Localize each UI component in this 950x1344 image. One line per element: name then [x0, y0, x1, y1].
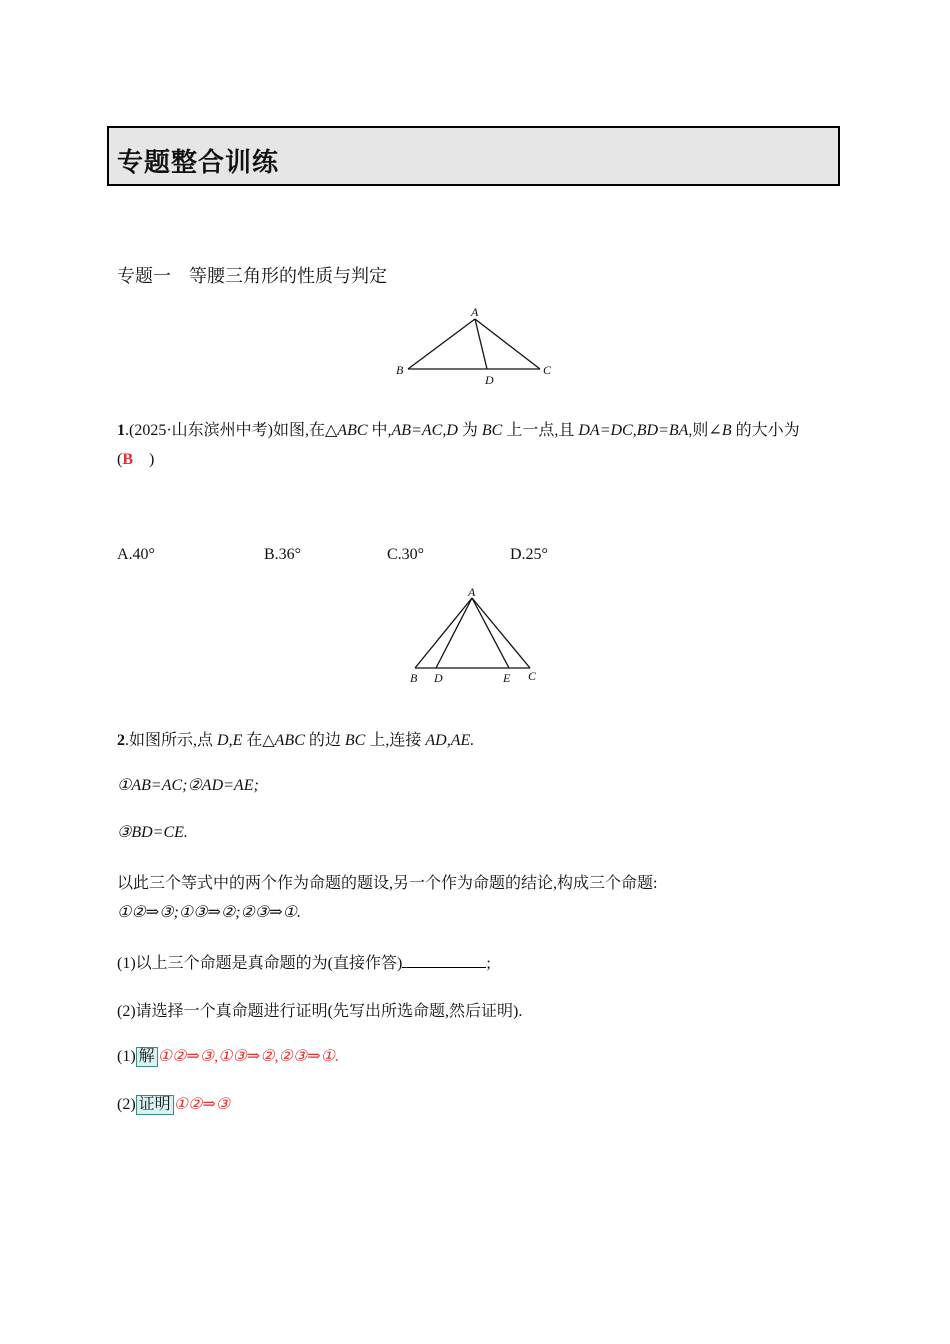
answer-blank[interactable]: [402, 953, 486, 968]
question-number: 2: [117, 732, 125, 749]
q2-text: 上,连接: [365, 732, 426, 749]
q1-b: B: [721, 422, 732, 439]
question-2-stem: [117, 727, 474, 750]
option-d[interactable]: D.25°: [510, 546, 548, 563]
answer-1: [117, 1046, 339, 1067]
q2-adae: AD,AE.: [425, 732, 475, 749]
option-b[interactable]: B.36°: [264, 546, 302, 563]
answer-bracket: [117, 451, 154, 469]
page-title: 专题整合训练: [117, 148, 280, 178]
segment-ac: [472, 598, 530, 668]
q2-abc: ABC: [274, 732, 305, 749]
figure-1-lines: [408, 319, 540, 369]
q1-text: .(2025·山东滨州中考)如图,在△: [125, 422, 338, 439]
paren-open: (: [117, 451, 123, 468]
q1-bc: BC: [481, 422, 503, 439]
answer-2-text: ①②⇒③: [173, 1096, 231, 1113]
paren-close: ): [149, 451, 155, 468]
q1-text: ,: [632, 422, 637, 439]
conditions-1-2: ①AB=AC;②AD=AE;: [117, 777, 259, 794]
option-c[interactable]: C.30°: [387, 546, 425, 563]
answer-2: [117, 1094, 230, 1115]
fig1-label-b: B: [396, 363, 404, 377]
q2-bc: BC: [344, 732, 366, 749]
section-heading: [117, 262, 387, 288]
segment-ab: [415, 598, 472, 668]
q1-text: 中,: [367, 422, 392, 439]
section-title: 等腰三角形的性质与判定: [189, 266, 387, 287]
q1-text: 的大小为: [731, 422, 800, 439]
segment-ad: [436, 598, 472, 668]
q1-eq: AB=AC: [391, 422, 443, 439]
fig2-label-d: D: [434, 671, 443, 685]
part-1-end: ;: [486, 955, 491, 972]
segment-ab: [408, 319, 475, 369]
figure-2-lines: [415, 598, 530, 668]
figure-triangle-2: [404, 584, 544, 688]
proof-tag: 证明: [136, 1095, 174, 1115]
fig2-label-b: B: [410, 671, 418, 685]
q2-text: 的边: [304, 732, 345, 749]
answer-choice: B: [122, 451, 133, 468]
q1-eq: DA=DC: [578, 422, 633, 439]
q2-text: .如图所示,点: [125, 732, 218, 749]
section-label: 专题一: [117, 266, 171, 287]
q1-text: ,: [442, 422, 447, 439]
fig1-label-d: D: [485, 373, 494, 387]
part-1: [117, 950, 491, 973]
condition-3: ③BD=CE.: [117, 824, 188, 841]
propositions-list: ①②⇒③;①③⇒②;②③⇒①.: [117, 904, 301, 921]
part-1-text: (1)以上三个命题是真命题的为(直接作答): [117, 955, 403, 972]
q1-text: 为: [457, 422, 482, 439]
q2-de: D,E: [217, 732, 243, 749]
q1-text: ,则∠: [688, 422, 722, 439]
fig2-label-c: C: [528, 669, 537, 683]
fig2-label-a: A: [468, 585, 476, 599]
q1-abc: ABC: [337, 422, 368, 439]
part-2: (2)请选择一个真命题进行证明(先写出所选命题,然后证明).: [117, 1003, 523, 1020]
figure-triangle-1: [390, 302, 560, 388]
q1-d: D: [446, 422, 458, 439]
q1-text: 上一点,且: [502, 422, 579, 439]
answer-2-prefix: (2): [117, 1096, 136, 1113]
answer-1-text: ①②⇒③,①③⇒②,②③⇒①.: [157, 1048, 339, 1065]
question-1-stem: [117, 417, 800, 440]
segment-ae: [472, 598, 509, 668]
q1-eq: BD=BA: [636, 422, 689, 439]
title-box: [107, 126, 840, 186]
answer-1-prefix: (1): [117, 1048, 136, 1065]
fig1-label-a: A: [471, 305, 479, 319]
solution-tag: 解: [136, 1047, 158, 1067]
question-number: 1: [117, 422, 125, 439]
option-a[interactable]: A.40°: [117, 546, 155, 563]
fig1-label-c: C: [543, 363, 552, 377]
propositions-intro: 以此三个等式中的两个作为命题的题设,另一个作为命题的结论,构成三个命题:: [117, 875, 658, 892]
fig2-label-e: E: [503, 671, 511, 685]
q2-text: 在△: [242, 732, 275, 749]
